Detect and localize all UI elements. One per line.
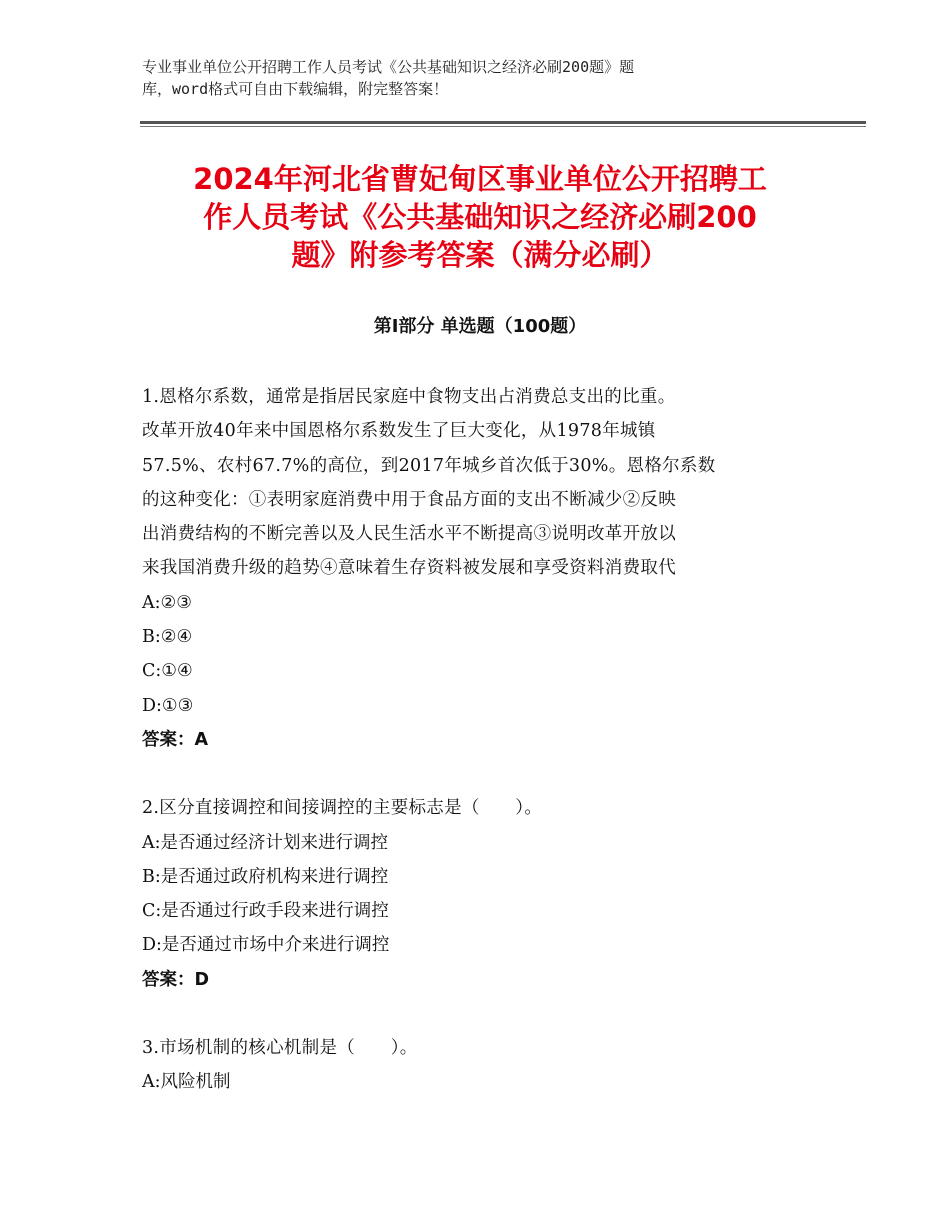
option-b: B:②④ xyxy=(142,627,193,648)
answer: 答案：D xyxy=(142,969,210,990)
question-list xyxy=(142,380,822,1100)
header-note xyxy=(142,56,802,100)
option-a: A:是否通过经济计划来进行调控 xyxy=(142,832,389,853)
answer: 答案：A xyxy=(142,729,209,750)
stem-line: 3.市场机制的核心机制是（ ）。 xyxy=(142,1038,418,1059)
stem-line: 改革开放40年来中国恩格尔系数发生了巨大变化，从1978年城镇 xyxy=(142,421,656,442)
stem-line: 的这种变化：①表明家庭消费中用于食品方面的支出不断减少②反映 xyxy=(142,489,676,510)
header-note-line: 库，word格式可自由下载编辑，附完整答案！ xyxy=(142,80,449,98)
question-stem xyxy=(142,380,822,586)
stem-line: 2.区分直接调控和间接调控的主要标志是（ ）。 xyxy=(142,798,543,819)
stem-line: 57.5%、农村67.7%的高位，到2017年城乡首次低于30%。恩格尔系数 xyxy=(142,455,716,476)
section-title: 第Ⅰ部分 单选题（100题） xyxy=(373,316,587,337)
question-stem xyxy=(142,1031,822,1065)
stem-line: 来我国消费升级的趋势④意味着生存资料被发展和享受资料消费取代 xyxy=(142,558,676,579)
title-line: 作人员考试《公共基础知识之经济必刷200 xyxy=(203,200,757,234)
question-stem xyxy=(142,791,822,825)
title-line: 2024年河北省曹妃甸区事业单位公开招聘工 xyxy=(193,162,767,196)
option-b: B:是否通过政府机构来进行调控 xyxy=(142,866,389,887)
header-divider-thin xyxy=(140,126,866,127)
document-title xyxy=(140,160,820,274)
question-2 xyxy=(142,791,822,997)
spacer xyxy=(142,757,822,791)
title-line: 题》附参考答案（满分必刷） xyxy=(291,238,669,272)
option-a: A:风险机制 xyxy=(142,1072,231,1093)
header-note-line: 专业事业单位公开招聘工作人员考试《公共基础知识之经济必刷200题》题 xyxy=(142,58,635,76)
question-3 xyxy=(142,1031,822,1100)
option-c: C:①④ xyxy=(142,661,193,682)
option-c: C:是否通过行政手段来进行调控 xyxy=(142,901,389,922)
option-d: D:①③ xyxy=(142,695,194,716)
stem-line: 1.恩格尔系数，通常是指居民家庭中食物支出占消费总支出的比重。 xyxy=(142,387,676,407)
option-d: D:是否通过市场中介来进行调控 xyxy=(142,935,390,956)
spacer xyxy=(142,997,822,1031)
stem-line: 出消费结构的不断完善以及人民生活水平不断提高③说明改革开放以 xyxy=(142,524,676,545)
header-divider xyxy=(140,121,866,124)
option-a: A:②③ xyxy=(142,592,192,613)
question-1 xyxy=(142,380,822,757)
